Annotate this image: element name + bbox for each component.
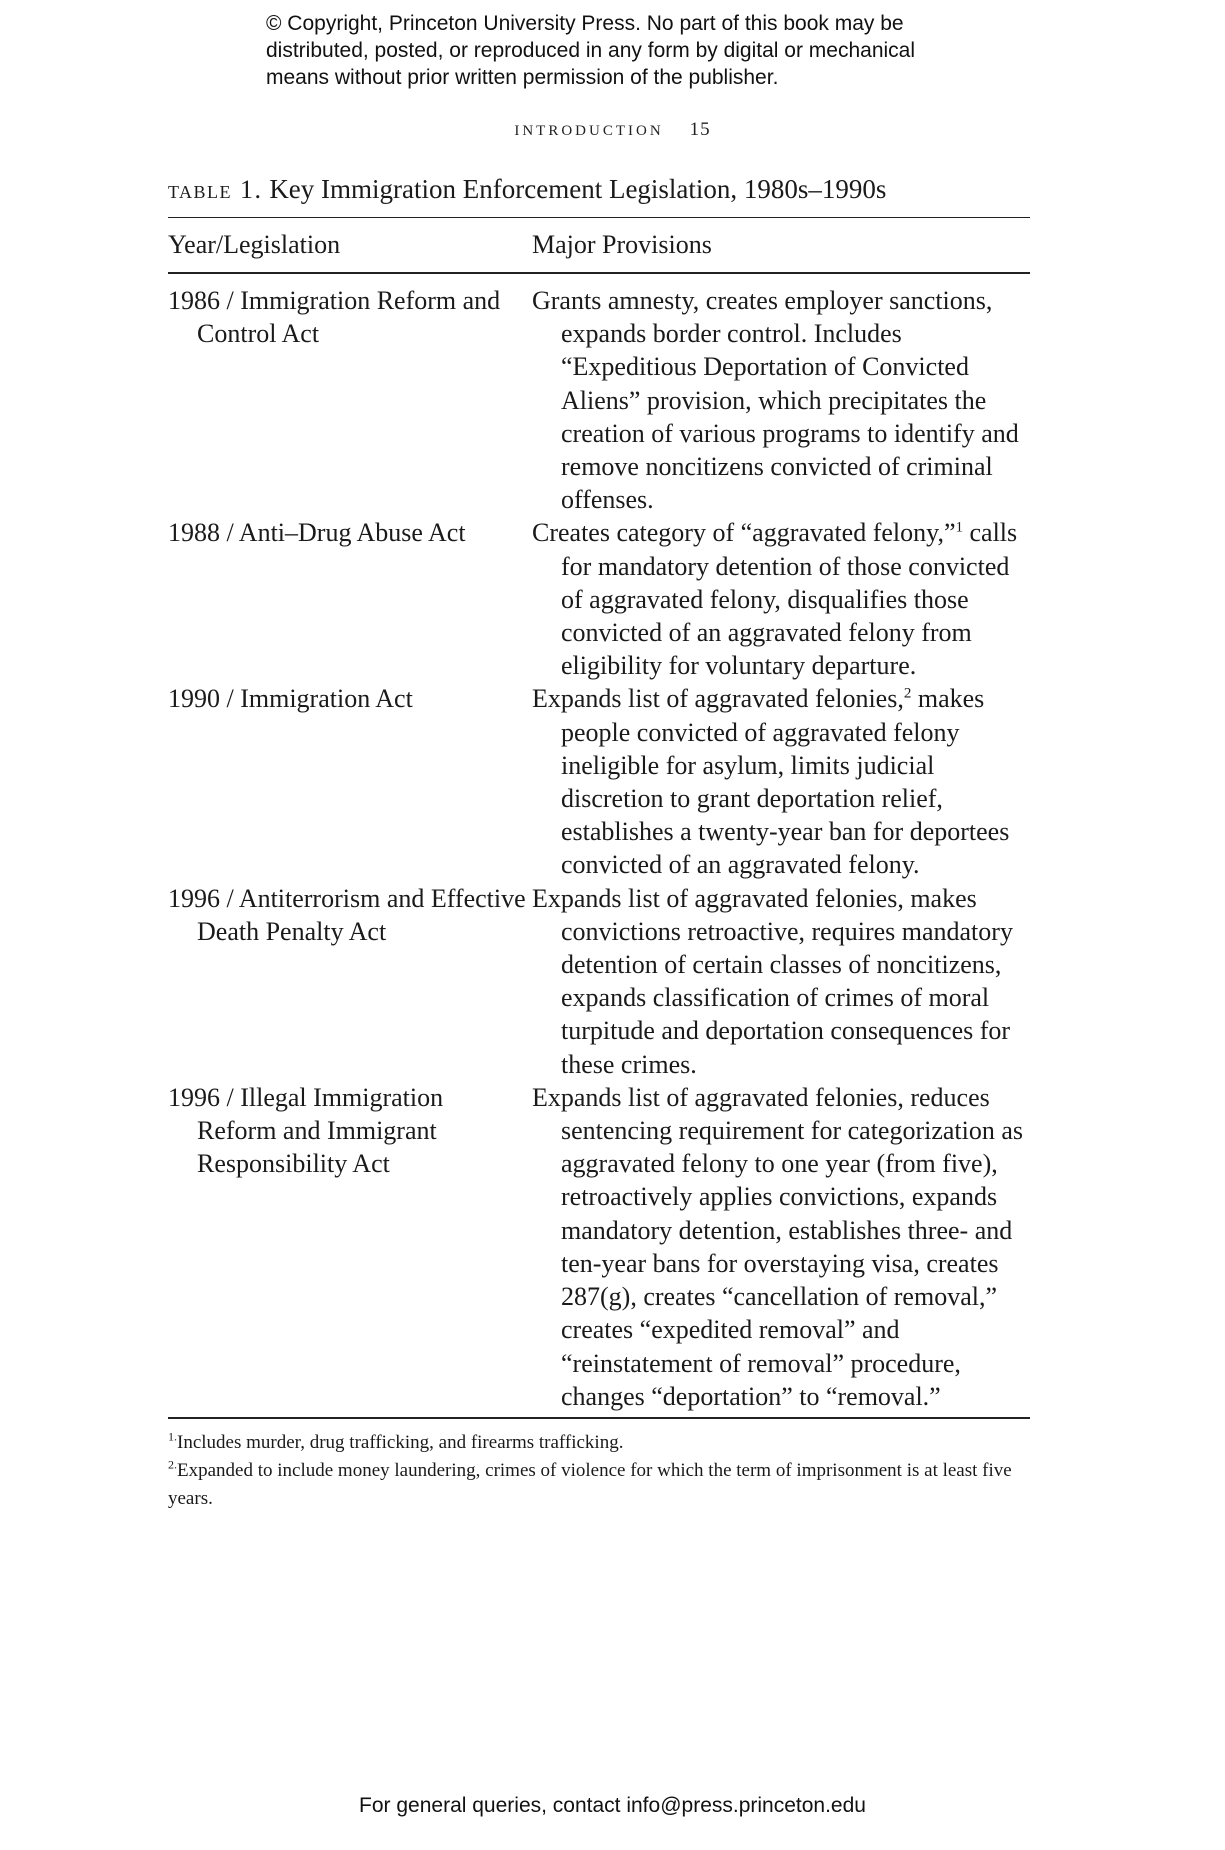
footnote-ref: 1 [955,519,963,536]
legislation-cell: 1988 / Anti–Drug Abuse Act [168,518,466,548]
footnote-ref: 2 [903,685,912,702]
table-row [168,284,1030,516]
provisions-cell: Expands list of aggravated felonies, reduces sentencing requirement for categorization as aggravated felony to one year (from five), retroactively applies convictions, expands mandatory detention, establishes three- and ten-year bans for overstaying visa, creates 287(g), creates “cancellation of removal,” creates “expedited removal” and “reinstatement of removal” procedure, changes “deportation” to “removal.” [532,1082,1024,1411]
table-row [168,1081,1030,1413]
provisions-cell: Grants amnesty, creates employer sanctions, expands border control. Includes “Expeditious Deportation of Convicted Aliens” provision, which precipitates the creation of various programs to identify and remove noncitizens convicted of criminal offenses. [532,286,1019,515]
provisions-text: Expands list of aggravated felonies, [532,684,904,714]
provisions-cell: Expands list of aggravated felonies, makes convictions retroactive, requires mandatory detention of certain classes of noncitizens, expands classification of crimes of moral turpitude and deportation consequences for these crimes. [532,883,1013,1079]
table-footnotes [168,1429,1030,1513]
legislation-cell: 1996 / Illegal Immigration Reform and Immigrant Responsibility Act [168,1082,444,1179]
footnote [168,1457,1030,1513]
contact-footer: For general queries, contact info@press.princeton.edu [359,1794,866,1817]
table-row [168,882,1030,1081]
table-row [168,516,1030,682]
provisions-text: Creates category of “aggravated felony,” [532,518,956,548]
footnote [168,1429,1030,1457]
column-header-legislation: Year/Legislation [168,230,341,259]
footnote-marker: 2. [168,1457,177,1472]
table-label: table 1. [168,175,263,204]
legislation-cell: 1986 / Immigration Reform and Control Act [168,286,501,349]
copyright-line-2: distributed, posted, or reproduced in any form by digital or mechanical [266,39,916,62]
copyright-line-1: © Copyright, Princeton University Press. No part of this book may be [266,12,904,35]
table-caption [168,172,1030,218]
legislation-cell: 1990 / Immigration Act [168,684,413,714]
copyright-line-3: means without prior written permission of the publisher. [266,66,779,89]
table-title: Key Immigration Enforcement Legislation, 1980s–1990s [269,174,887,204]
provisions-text: calls for mandatory detention of those convicted of aggravated felony, disqualifies those convicted of an aggravated felony from eligibility for voluntary departure. [561,518,1018,681]
page-number: 15 [689,119,711,140]
table-header-row [168,218,1030,274]
provisions-cell [532,516,1030,682]
legislation-table [168,172,1030,1513]
running-head [0,116,1225,141]
provisions-text: makes people convicted of aggravated felony ineligible for asylum, limits judicial discretion to grant deportation relief, establishes a twenty-year ban for deportees convicted of an aggravated felony. [561,684,1010,880]
running-head-title: introduction [514,116,664,140]
copyright-notice [266,10,1026,91]
table-body [168,274,1030,1419]
footnote-text: Includes murder, drug trafficking, and firearms trafficking. [177,1431,624,1453]
column-header-provisions: Major Provisions [532,230,712,259]
footnote-marker: 1. [168,1429,177,1444]
table-row [168,682,1030,881]
provisions-cell [532,682,1030,881]
footnote-text: Expanded to include money laundering, crimes of violence for which the term of imprisonment is at least five years. [168,1459,1012,1509]
legislation-cell: 1996 / Antiterrorism and Effective Death Penalty Act [168,883,526,946]
